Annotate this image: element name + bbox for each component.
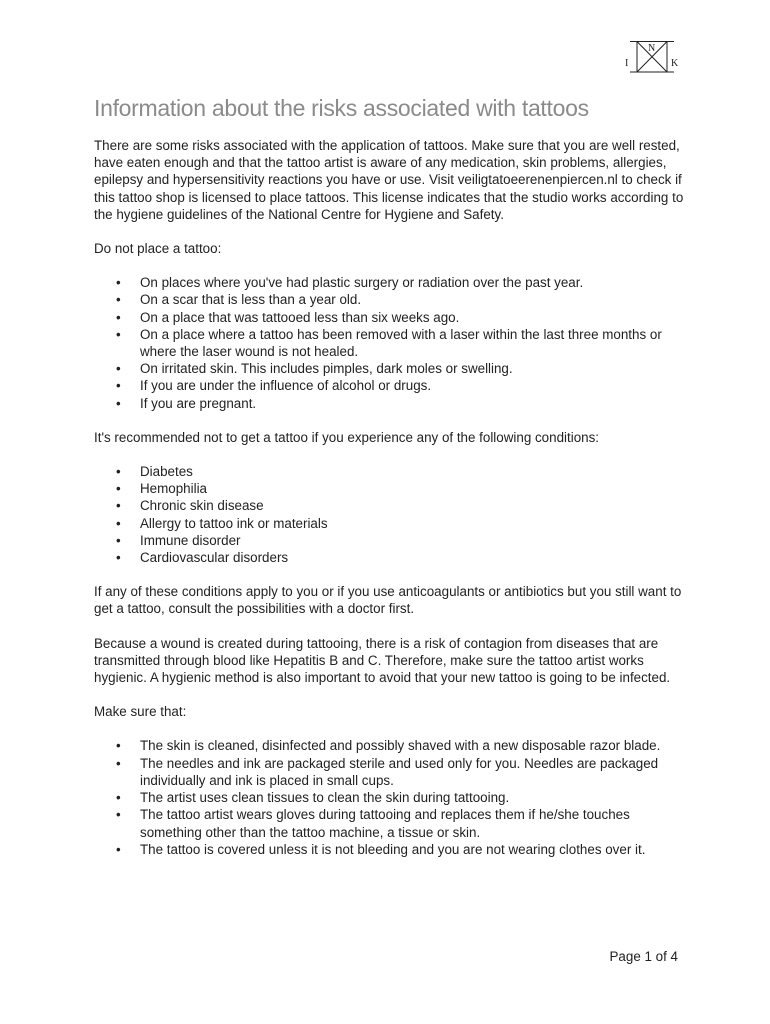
list-item: • Chronic skin disease	[116, 498, 264, 514]
list-item: • Cardiovascular disorders	[116, 550, 289, 566]
bullet-icon: •	[116, 550, 121, 566]
contagion-paragraph: Because a wound is created during tattooing, there is a risk of contagion from diseases that are transmitted through blood like Hepatitis B and C. Therefore, make sure the tattoo artist works hygienic. A hygienic method is also important to avoid that your new tattoo is going to be infected.	[94, 635, 671, 686]
bullet-icon: •	[116, 309, 121, 325]
page-number: Page 1 of 4	[609, 949, 678, 964]
ink-logo-mark	[622, 40, 682, 76]
list-item: • The skin is cleaned, disinfected and possibly shaved with a new disposable razor blade.	[116, 738, 661, 754]
logo-letter-i: I	[625, 58, 629, 69]
list-item: • On irritated skin. This includes pimples, dark moles or swelling.	[116, 361, 513, 377]
list-item: • The needles and ink are packaged sterile and used only for you. Needles are packaged individually and ink is placed in small cups.	[116, 755, 659, 788]
list-item: • On a place that was tattooed less than six weeks ago.	[116, 309, 460, 325]
bullet-icon: •	[116, 515, 121, 531]
doctor-note-paragraph: If any of these conditions apply to you or if you use anticoagulants or antibiotics but you still want to get a tattoo, consult the possibilities with a doctor first.	[94, 584, 682, 617]
list-item: • If you are pregnant.	[116, 395, 257, 411]
document-page	[94, 94, 684, 858]
bullet-icon: •	[116, 481, 121, 497]
list-item: • The artist uses clean tissues to clean the skin during tattooing.	[116, 790, 510, 806]
list-item: • Immune disorder	[116, 532, 241, 548]
bullet-icon: •	[116, 841, 121, 857]
conditions-heading: It's recommended not to get a tattoo if you experience any of the following conditions:	[94, 429, 600, 445]
do-not-list	[94, 274, 684, 412]
intro-paragraph: There are some risks associated with the application of tattoos. Make sure that you are well rested, have eaten enough and that the tattoo artist is aware of any medication, skin problems, allergies, epilepsy and hypersensitivity reactions you have or use. Visit veiligtatoeerenenpiercen.nl to check if this tattoo shop is licensed to place tattoos. This license indicates that the studio works according to the hygiene guidelines of the National Centre for Hygiene and Safety.	[94, 138, 684, 222]
list-item: • Diabetes	[116, 464, 193, 480]
list-item: • The tattoo artist wears gloves during tattooing and replaces them if he/she touches something other than the tattoo machine, a tissue or skin.	[116, 807, 630, 840]
bullet-icon: •	[116, 755, 121, 771]
list-item: • On a place where a tattoo has been removed with a laser within the last three months or where the laser wound is not healed.	[116, 326, 662, 360]
bullet-icon: •	[116, 326, 121, 342]
list-item: • If you are under the influence of alcohol or drugs.	[116, 378, 432, 394]
logo-letter-n: N	[648, 43, 656, 54]
bullet-icon: •	[116, 292, 121, 308]
bullet-icon: •	[116, 532, 121, 548]
make-sure-list	[94, 737, 684, 857]
bullet-icon: •	[116, 464, 121, 480]
bullet-icon: •	[116, 790, 121, 806]
bullet-icon: •	[116, 807, 121, 823]
bullet-icon: •	[116, 361, 121, 377]
conditions-list	[94, 463, 684, 566]
bullet-icon: •	[116, 738, 121, 754]
list-item: • On a scar that is less than a year old.	[116, 292, 362, 308]
list-item: • On places where you've had plastic surgery or radiation over the past year.	[116, 275, 584, 291]
list-item: • Allergy to tattoo ink or materials	[116, 515, 328, 531]
ink-logo	[622, 40, 682, 76]
do-not-heading: Do not place a tattoo:	[94, 241, 222, 257]
list-item: • The tattoo is covered unless it is not bleeding and you are not wearing clothes over it.	[116, 841, 646, 857]
document-title: Information about the risks associated with tattoos	[94, 95, 589, 121]
logo-letter-k: K	[671, 58, 679, 69]
bullet-icon: •	[116, 498, 121, 514]
list-item: • Hemophilia	[116, 481, 207, 497]
bullet-icon: •	[116, 395, 121, 411]
bullet-icon: •	[116, 378, 121, 394]
make-sure-heading: Make sure that:	[94, 704, 187, 720]
bullet-icon: •	[116, 275, 121, 291]
